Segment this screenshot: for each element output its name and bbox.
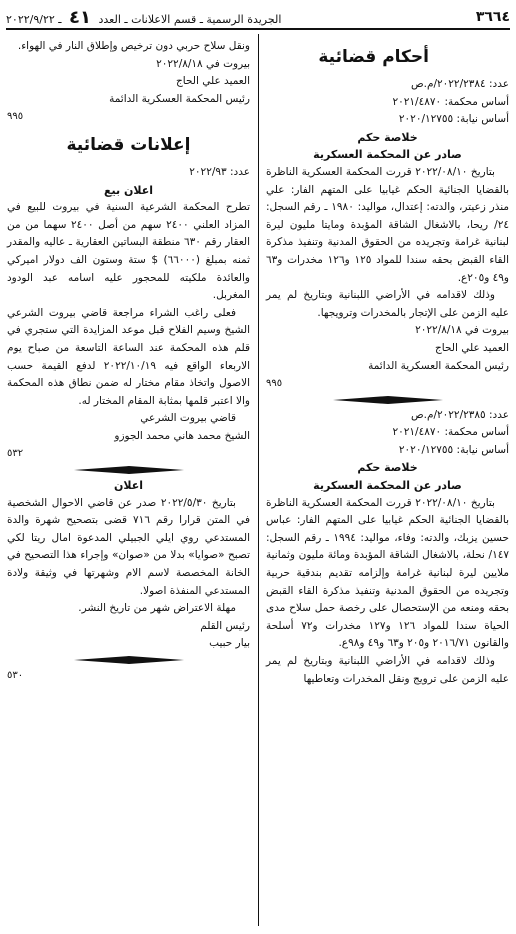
case2-number: عدد: ٢٠٢٢/٢٣٨٥/م.ص xyxy=(410,408,509,421)
case2-summary-title: خلاصة حكم xyxy=(357,461,418,475)
case2-basis-prosecution: أساس نيابة: ٢٠٢٠/١٢٧٥٥ xyxy=(398,443,509,456)
case1-summary-title: خلاصة حكم xyxy=(357,130,418,144)
case1-signer: العميد علي الحاج xyxy=(435,341,509,354)
separator-ornament xyxy=(74,465,184,475)
ad1-code: ٥٣٢ xyxy=(7,448,24,460)
ad2-deadline: مهلة الاعتراض شهر من تاريخ النشر. xyxy=(78,602,236,615)
case1-code: ٩٩٥ xyxy=(266,378,283,390)
case2-issuer-title: صادر عن المحكمة العسكرية xyxy=(313,479,462,493)
left-signer: العميد علي الحاج xyxy=(176,75,250,88)
page-number: ٣٦٦٤ xyxy=(475,9,510,25)
case2-note: وذلك لاقدامه في الأراضي اللبنانية وبتاريخ لم يمر عليه الزمن على ترويج ونقل المخدرات وتعاطيها xyxy=(266,655,509,685)
ad2-code: ٥٣٠ xyxy=(7,670,24,681)
ad2-body: بتاريخ ٢٠٢٢/٥/٣٠ صدر عن قاضي الاحوال الشخصية في المتن قرارا رقم ٧١٦ قضى بتصحيح شهرة والدة المستدعي روي ايلي الجبيلي المدعوة امال ريتا لكي تصبح «صوايا» بدلا من «صوان» وإجراء هذا التصحيح في الخانة المخصصة لاسم الام وشهرتها في وثيقة ولادة المستدعي المنفذة اصولا. xyxy=(7,496,250,597)
ad1-number: عدد: ٢٠٢٢/٩٣ xyxy=(189,165,250,178)
header-issue: ٤١ xyxy=(69,6,91,28)
section-title-announcements: إعلانات قضائية xyxy=(66,134,191,155)
left-signer-title: رئيس المحكمة العسكرية الدائمة xyxy=(109,92,250,105)
case1-basis-prosecution: أساس نيابة: ٢٠٢٠/١٢٧٥٥ xyxy=(398,113,509,126)
case1-issuer-title: صادر عن المحكمة العسكرية xyxy=(313,148,462,162)
page-header xyxy=(6,6,510,30)
ad2-heading: اعلان xyxy=(113,479,144,493)
column-divider xyxy=(258,34,259,926)
left-code-1: ٩٩٥ xyxy=(7,111,24,123)
header-date: ـ ٢٠٢٢/٩/٢٢ xyxy=(6,12,62,26)
case1-signer-title: رئيس المحكمة العسكرية الدائمة xyxy=(368,359,509,372)
left-column xyxy=(7,38,250,685)
case1-note: وذلك لاقدامه في الأراضي اللبنانية وبتاريخ لم يمر عليه الزمن على الإتجار بالمخدرات وترويجها. xyxy=(266,289,509,319)
ad1-heading: اعلان بيع xyxy=(104,183,153,197)
ad1-body-1: تطرح المحكمة الشرعية السنية في بيروت للبيع في المزاد العلني ٢٤٠٠ سهم من أصل ٢٤٠٠ سهما من من العقار رقم ٦٣٠ منطقة البساتين العقارية ـ عاليه والمقدر ثمنه بمبلغ (٦٦٠٠٠) $ ستة وستون الف دولار اميركي والعائدة ملكيته للمحجور عليه اسامه عبد الودود المغربل. xyxy=(7,201,251,302)
ad1-body-2: فعلى راغب الشراء مراجعة قاضي بيروت الشرعي الشيخ وسيم الفلاح قبل موعد المزايدة التي ستجري في قلم هذه المحكمة عند الساعة التاسعة من صباح يوم الاربعاء الواقع فيه ٢٠٢٢/١٠/١٩ لدفع القيمة حسب الاصول واتخاذ مقام مختار له ضمن نطاق هذه المحكمة والا اعتبر قلمها بمثابة المقام المختار له. xyxy=(7,306,250,407)
ad1-signer-title: قاضي بيروت الشرعي xyxy=(140,412,236,425)
case1-body: بتاريخ ٢٠٢٢/٠٨/١٠ قررت المحكمة العسكرية الناظرة بالقضايا الجنائية الحكم غيابيا على المتهم الفار: علي منذر زعيتر، والدته: إعتدال، مواليد: ١٩٨٠ ـ رقم السجل: ٢٤/ ريحا، بالاشغال الشاقة المؤبدة ومايتا مليون ليرة لبنانية غرامة وتجريده من الحقوق المدنية وتنفيذ مذكرة القاء القبض بحقه سندا للمواد ١٢٥ و١٢٦ مخدرات و٦٣ و٤٩ و٢٠٥ع. xyxy=(266,165,509,284)
header-publication: الجريدة الرسمية ـ قسم الاعلانات ـ العدد xyxy=(98,12,282,26)
case2-body: بتاريخ ٢٠٢٢/٠٨/١٠ قررت المحكمة العسكرية الناظرة بالقضايا الجنائية الحكم غيابيا على المتهم الفار: عباس حسين يزبك، والدته: وفاء، مواليد: ١٩٩٤ ـ رقم السجل: ١٤٧/ نحلة، بالاشغال الشاقة المؤبدة ومائة مليون وثمانية ملايين ليرة لبنانية غرامة وإلزامه تقديم بندقية حربية وتجريده من الحقوق المدنية وتنفيذ مذكرة القاء القبض بحقه ومنعه من الإستحصال على رخصة حمل سلاح مدى الحياة سندا للمواد ١٢٦ و١٢٧ مخدرات و٧٢ أسلحة والقانون ٢٠١٦/٧١ و٢٠٥ و٦٣ و٤٩ و٩٨ع. xyxy=(266,496,510,650)
ad2-signer-title: رئيس القلم xyxy=(200,619,250,632)
header-title xyxy=(6,7,281,28)
separator-ornament xyxy=(333,395,443,405)
continuation-text: ونقل سلاح حربي دون ترخيص وإطلاق النار في الهواء. xyxy=(17,40,250,52)
section-title-judgments: أحكام قضائية xyxy=(318,47,429,67)
case1-place-date: بيروت في ٢٠٢٢/٨/١٨ xyxy=(415,324,509,337)
case1-number: عدد: ٢٠٢٢/٢٣٨٤/م.ص xyxy=(410,78,509,90)
case2-basis-court: أساس محكمة: ٢٠٢١/٤٨٧٠ xyxy=(392,426,509,439)
case1-basis-court: أساس محكمة: ٢٠٢١/٤٨٧٠ xyxy=(392,95,509,108)
right-column xyxy=(266,38,509,688)
ad1-signer: الشيخ محمد هاني محمد الجوزو xyxy=(114,429,250,442)
separator-ornament xyxy=(74,655,184,665)
ad2-signer: بيار حبيب xyxy=(209,637,250,650)
left-place-date: بيروت في ٢٠٢٢/٨/١٨ xyxy=(156,57,250,70)
